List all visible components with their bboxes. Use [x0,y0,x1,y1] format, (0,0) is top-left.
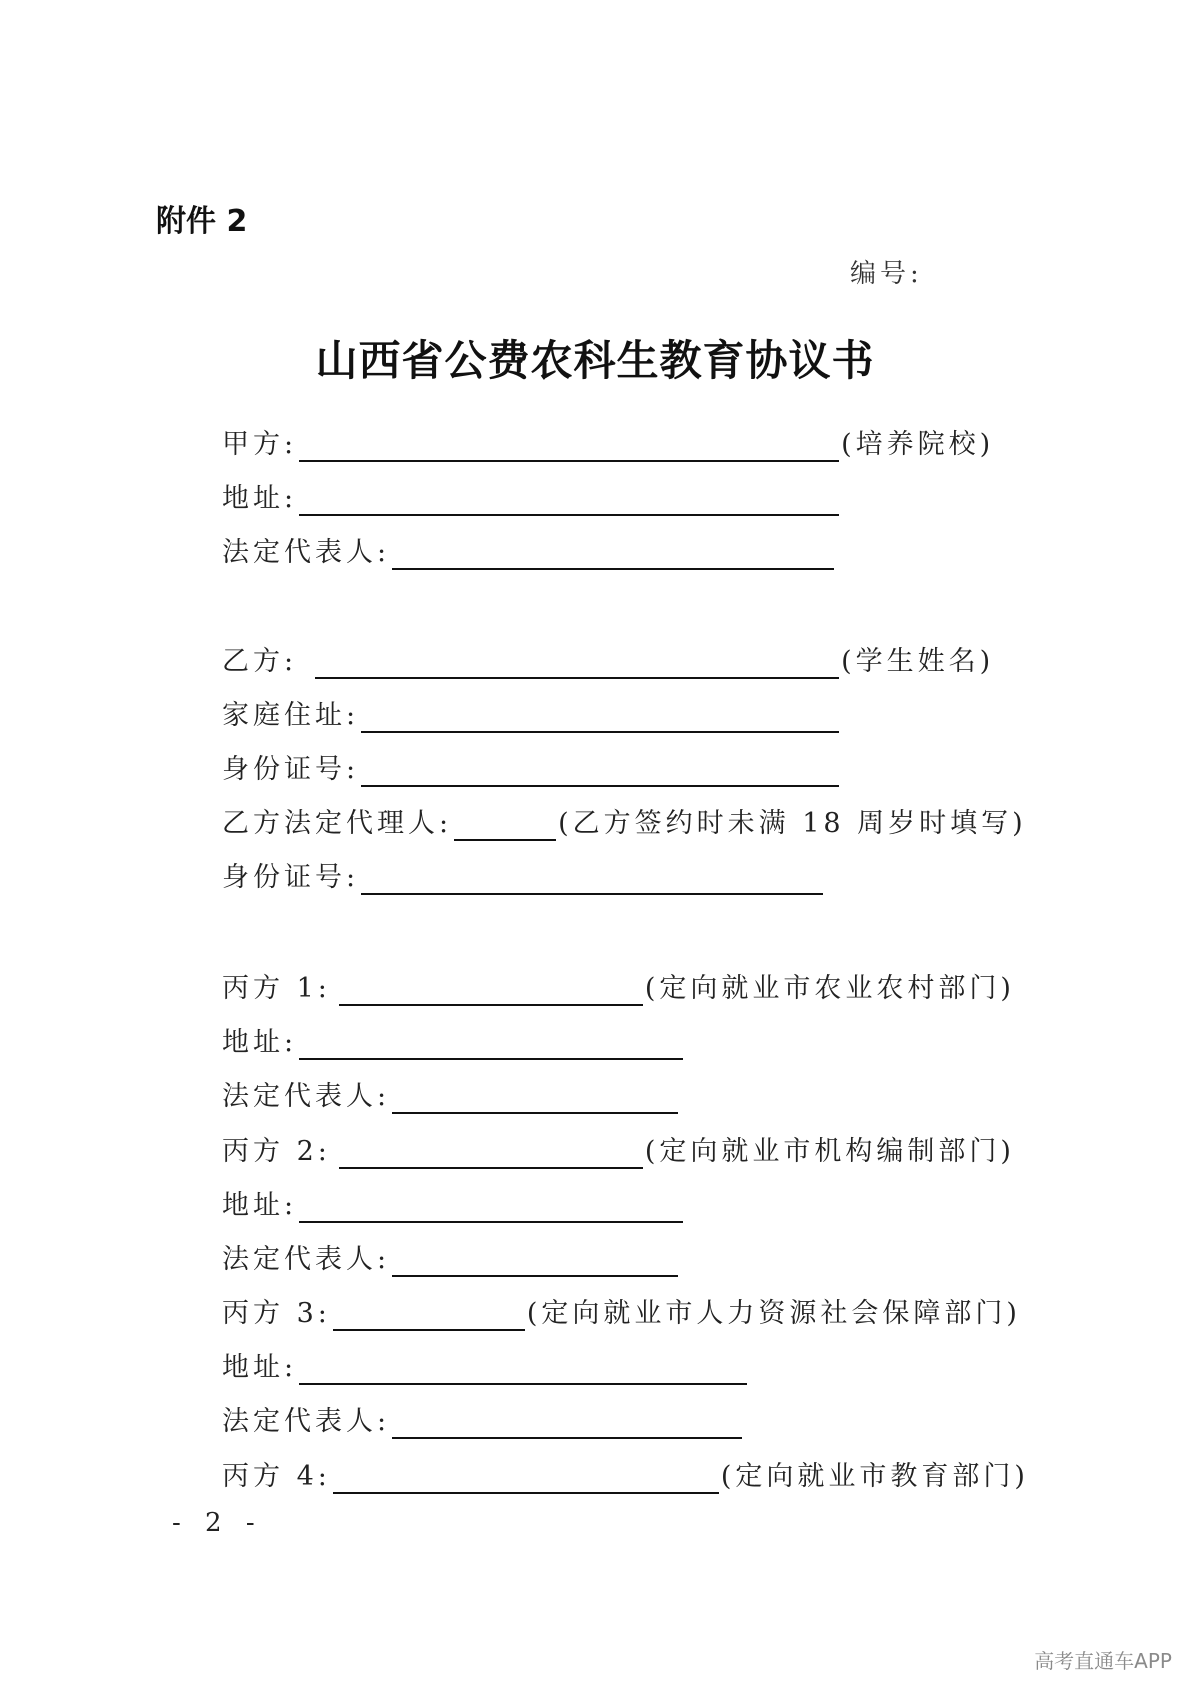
party-a-address-row [222,472,841,516]
party-b-label: 乙方: [222,646,298,677]
party-a-rep-label: 法定代表人: [222,537,391,568]
party-b-agent-label: 乙方法定代理人: [222,808,453,839]
party-b-home-row [222,689,841,733]
serial-number-label: 编号: [850,259,923,289]
page-number: - 2 - [172,1508,263,1538]
party-c1-label: 丙方 1: [222,973,331,1004]
party-a-address-label: 地址: [222,483,298,514]
party-c3-rep-row [222,1395,744,1439]
party-b-agent-id-field[interactable] [361,849,823,895]
party-b-name-field[interactable] [315,633,839,679]
party-b-home-label: 家庭住址: [222,700,360,731]
watermark: 高考直通车APP [1034,1649,1172,1673]
party-c1-rep-row [222,1070,680,1114]
party-c2-label: 丙方 2: [222,1136,331,1167]
party-c3-name-field[interactable] [333,1285,525,1331]
party-c2-address-row [222,1179,685,1223]
party-b-id-row [222,743,841,787]
party-b-agent-field[interactable] [454,795,556,841]
party-c2-note: (定向就业市机构编制部门) [644,1136,1015,1167]
party-c1-rep-label: 法定代表人: [222,1081,391,1112]
party-c2-address-field[interactable] [299,1177,683,1223]
party-c4-name-field[interactable] [333,1448,719,1494]
party-c4-row [222,1450,1029,1494]
party-b-agent-row [222,797,1027,841]
party-c2-rep-field[interactable] [392,1231,678,1277]
document-title: 山西省公费农科生教育协议书 [315,336,875,385]
party-a-label: 甲方: [222,429,298,460]
party-c1-note: (定向就业市农业农村部门) [644,973,1015,1004]
party-b-agent-id-row [222,851,825,895]
party-c3-rep-label: 法定代表人: [222,1406,391,1437]
party-c3-row [222,1287,1021,1331]
party-c1-address-field[interactable] [299,1014,683,1060]
party-a-name-field[interactable] [299,416,839,462]
party-b-id-label: 身份证号: [222,754,360,785]
party-c4-label: 丙方 4: [222,1461,331,1492]
party-a-address-field[interactable] [299,470,839,516]
party-c4-note: (定向就业市教育部门) [720,1461,1029,1492]
party-c2-address-label: 地址: [222,1190,298,1221]
attachment-label: 附件 2 [156,204,248,239]
party-c1-rep-field[interactable] [392,1068,678,1114]
party-a-row [222,418,994,462]
party-c1-row [222,962,1015,1006]
party-c3-address-label: 地址: [222,1352,298,1383]
party-b-home-field[interactable] [361,687,839,733]
party-c1-address-label: 地址: [222,1027,298,1058]
party-b-note: (学生姓名) [841,646,995,677]
party-c3-address-row [222,1341,749,1385]
party-c2-rep-row [222,1233,680,1277]
party-c3-note: (定向就业市人力资源社会保障部门) [526,1298,1021,1329]
party-b-row [222,635,994,679]
party-c1-name-field[interactable] [339,960,643,1006]
party-c3-rep-field[interactable] [392,1393,742,1439]
party-c2-name-field[interactable] [339,1123,643,1169]
party-c2-rep-label: 法定代表人: [222,1244,391,1275]
party-a-note: (培养院校) [841,429,995,460]
party-b-id-field[interactable] [361,741,839,787]
party-a-rep-row [222,526,836,570]
party-c3-label: 丙方 3: [222,1298,331,1329]
party-c3-address-field[interactable] [299,1339,747,1385]
party-b-agent-note: (乙方签约时未满 18 周岁时填写) [558,808,1027,839]
party-a-rep-field[interactable] [392,524,834,570]
party-b-agent-id-label: 身份证号: [222,862,360,893]
party-c2-row [222,1125,1015,1169]
party-c1-address-row [222,1016,685,1060]
